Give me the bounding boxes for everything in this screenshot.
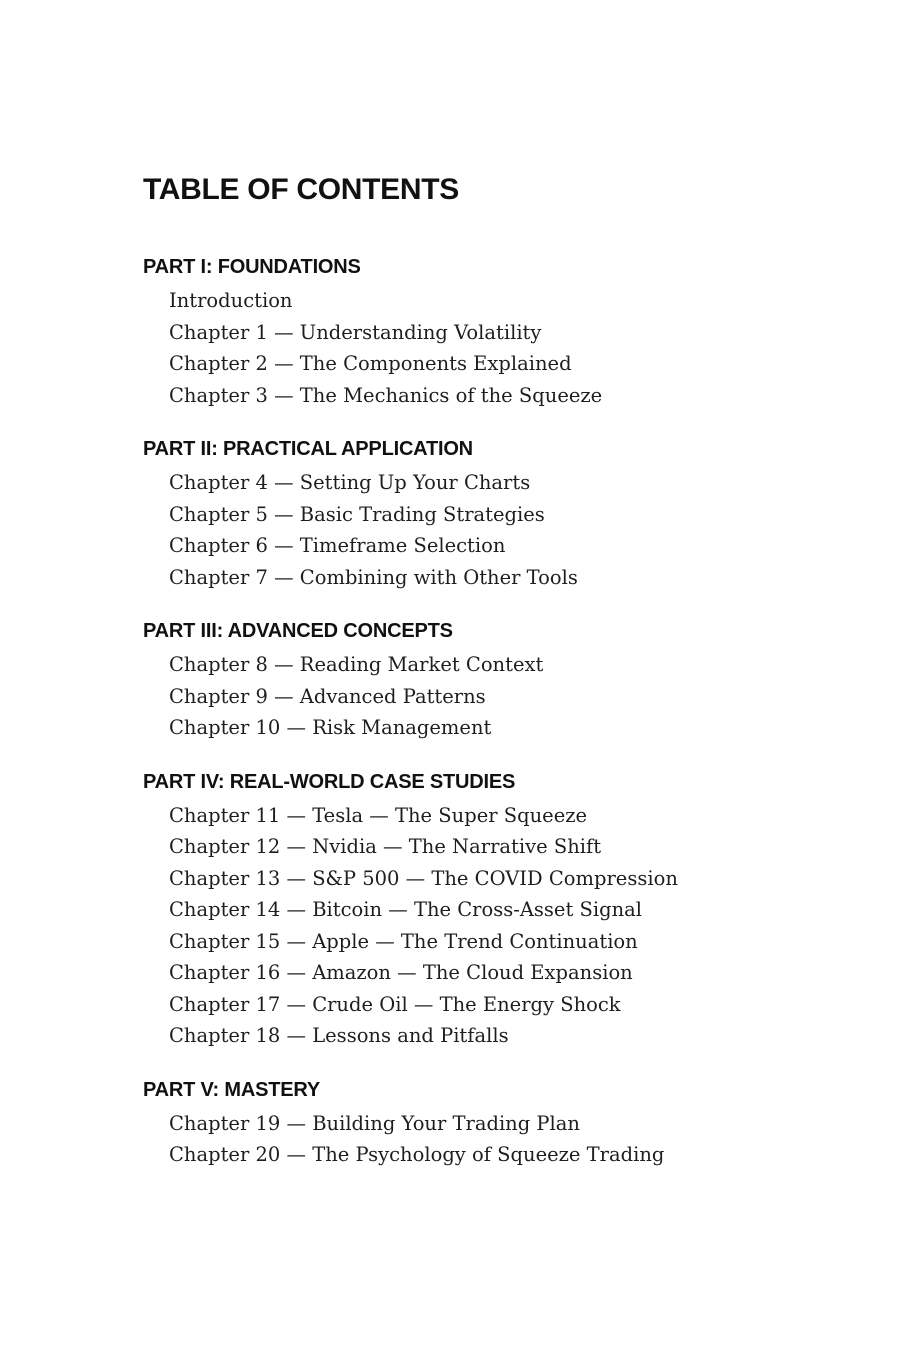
toc-entry[interactable]: Chapter 11 — Tesla — The Super Squeeze (169, 803, 588, 827)
toc-entry[interactable]: Chapter 12 — Nvidia — The Narrative Shift (169, 835, 602, 858)
part-heading: PART III: ADVANCED CONCEPTS (143, 620, 453, 642)
toc-entry[interactable]: Chapter 10 — Risk Management (169, 716, 492, 739)
toc-entry[interactable]: Chapter 5 — Basic Trading Strategies (169, 502, 545, 526)
toc-entry[interactable]: Chapter 16 — Amazon — The Cloud Expansion (169, 961, 633, 984)
toc-entry-list (143, 1108, 843, 1171)
toc-entry-list (143, 285, 843, 411)
part-heading: PART II: PRACTICAL APPLICATION (143, 438, 473, 460)
toc-part (143, 1077, 843, 1171)
toc-entry[interactable]: Chapter 3 — The Mechanics of the Squeeze (169, 383, 603, 407)
toc-entry-list (143, 467, 843, 593)
toc-part (143, 436, 843, 593)
toc-part (143, 769, 843, 1052)
toc-entry[interactable]: Chapter 2 — The Components Explained (169, 352, 572, 375)
toc-part (143, 618, 843, 744)
toc-entry[interactable]: Introduction (169, 289, 293, 312)
table-of-contents-page (143, 170, 843, 1171)
toc-entry-list (143, 649, 843, 744)
toc-entry[interactable]: Chapter 7 — Combining with Other Tools (169, 565, 578, 589)
toc-entry[interactable]: Chapter 14 — Bitcoin — The Cross-Asset Signal (169, 898, 643, 921)
toc-entry[interactable]: Chapter 13 — S&P 500 — The COVID Compression (169, 866, 678, 890)
toc-entry[interactable]: Chapter 15 — Apple — The Trend Continuation (169, 929, 638, 953)
toc-entry[interactable]: Chapter 4 — Setting Up Your Charts (169, 471, 531, 494)
part-heading: PART I: FOUNDATIONS (143, 256, 361, 278)
toc-entry[interactable]: Chapter 18 — Lessons and Pitfalls (169, 1024, 509, 1047)
toc-entry[interactable]: Chapter 8 — Reading Market Context (169, 653, 544, 676)
toc-entry[interactable]: Chapter 1 — Understanding Volatility (169, 320, 542, 344)
toc-parts (143, 254, 843, 1171)
page-title: TABLE OF CONTENTS (143, 173, 459, 206)
toc-entry[interactable]: Chapter 20 — The Psychology of Squeeze Trading (169, 1143, 665, 1166)
toc-part (143, 254, 843, 411)
part-heading: PART IV: REAL-WORLD CASE STUDIES (143, 770, 516, 793)
toc-entry[interactable]: Chapter 19 — Building Your Trading Plan (169, 1111, 580, 1135)
toc-entry-list (143, 800, 843, 1052)
toc-entry[interactable]: Chapter 9 — Advanced Patterns (169, 684, 486, 708)
toc-entry[interactable]: Chapter 6 — Timeframe Selection (169, 534, 506, 557)
part-heading: PART V: MASTERY (143, 1078, 321, 1101)
toc-entry[interactable]: Chapter 17 — Crude Oil — The Energy Shock (169, 992, 621, 1016)
